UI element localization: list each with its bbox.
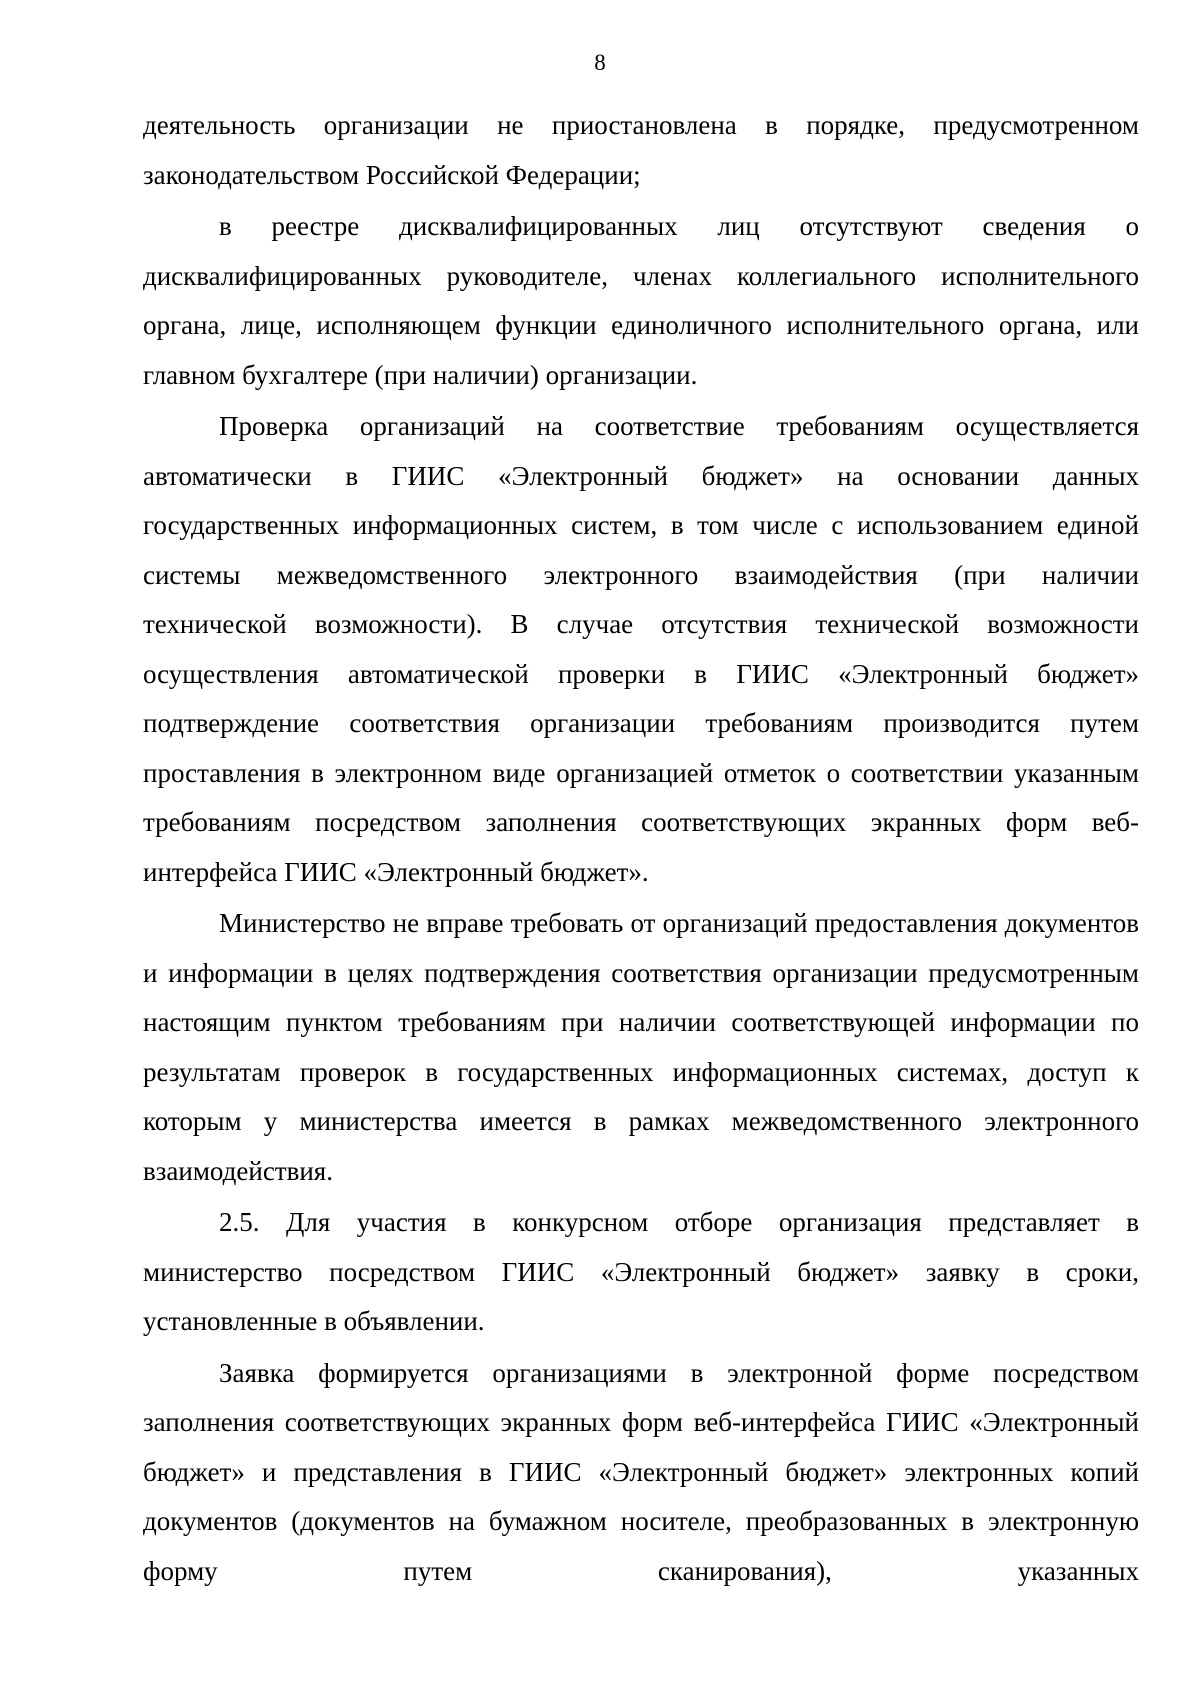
paragraph-ministry-document-requests: Министерство не вправе требовать от организаций предоставления документов и информации в целях подтверждения соответствия организации предусмотренным настоящим пунктом требованиям при наличии соответствующей информации по результатам проверок в государственных информационных системах, доступ к которым у министерства имеется в рамках межведомственного электронного взаимодействия. — [143, 908, 1139, 1186]
paragraph-disqualified-persons-registry: в реестре дисквалифицированных лиц отсутствуют сведения о дисквалифицированных руководителе, членах коллегиального исполнительного органа, лице, исполняющем функции единоличного исполнительного органа, или главном бухгалтере (при наличии) организации. — [143, 211, 1139, 390]
paragraph-application-submission: 2.5. Для участия в конкурсном отборе организация представляет в министерство посредством ГИИС «Электронный бюджет» заявку в сроки, установленные в объявлении. — [143, 1207, 1139, 1336]
page-number: 8 — [594, 50, 606, 75]
document-body — [143, 101, 1139, 1598]
paragraph-organization-activity: деятельность организации не приостановлена в порядке, предусмотренном законодательством Российской Федерации; — [143, 110, 1139, 190]
paragraph-application-formation: Заявка формируется организациями в электронной форме посредством заполнения соответствующих экранных форм веб-интерфейса ГИИС «Электронный бюджет» и представления в ГИИС «Электронный бюджет» электронных копий документов (документов на бумажном носителе, преобразованных в электронную форму путем сканирования), указанных — [143, 1357, 1139, 1586]
paragraph-automatic-verification: Проверка организаций на соответствие требованиям осуществляется автоматически в ГИИС «Электронный бюджет» на основании данных государственных информационных систем, в том числе с использованием единой системы межведомственного электронного взаимодействия (при наличии технической возможности). В случае отсутствия технической возможности осуществления автоматической проверки в ГИИС «Электронный бюджет» подтверждение соответствия организации требованиям производится путем проставления в электронном виде организацией отметок о соответствии указанным требованиям посредством заполнения соответствующих экранных форм веб-интерфейса ГИИС «Электронный бюджет». — [143, 411, 1139, 887]
